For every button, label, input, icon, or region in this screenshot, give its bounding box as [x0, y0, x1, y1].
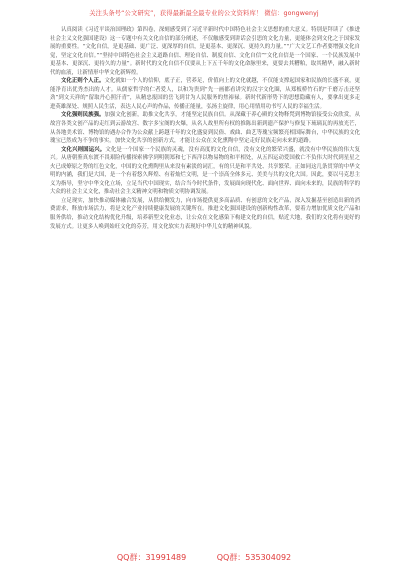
footer-banner — [0, 552, 408, 563]
paragraph-lead: 文化兴则国运兴。 — [61, 146, 106, 153]
paragraph-text: 认真阅读《习近平谈治国理政》第四卷，深刻感受到了习近平新时代中国特色社会主义思想的重大意义。特别是拜读了《推进社会主义文化强国建设》这一专题中有关文化自信的部分阐述，不仅触感受到讲话会引思的文化力量，更能体会到文化之于国家发展的重要性。“文化自信，是更基础、更广泛、更深厚的自信，是更基本、更深沉、更持久的力量。”“广大文艺工作者要增强文化自觉，坚定文化自信。”“坚持中国特色社会主义道路自信、理论自信、制度自信、文化自信”“文化自信是一个国家、一个民族发展中更基本、更深沉、更持久的力量”。新时代的文化自信不仅要从上下五千年的文化命脉里来，更要去其糟粕，取其精华，融入新时代的血液，让新情形中华文化新辉煌。 — [50, 27, 360, 76]
footer-qq-group-2: QQ群：535304092 — [216, 553, 292, 562]
paragraph-text: 立足现实，加快推动媒体融合发展，从供给侧发力，向市场提供更多高品质、有创意的文化产品，深入发掘基至创造出新的消费需求，释放市场活力，将是文化产业持续健康发展的关键所在。推进文化强国建设的创新构性改革，要着力增加优质文化产品和服务供给，推动文化结构优化升级，培养新型文化业态，让公众在文化感染下构建文化的自信，贴近大地，我们的文化将有更好的发展方式。让更多人唤到始旺文化的芬芳，用文化软实力表现好中华儿女的精神风貌。 — [50, 197, 360, 230]
paragraph-text: 文化是一个国家一个民族的灵魂，没有高度的文化自信，没有文化的繁荣兴盛，就没有中华民族的伟大复兴。从唐朝鉴真东渡不畏艰险传播探索佛学到明朝郑和七下西洋以物易物的和平相处，从五四运动爱国救亡不负伟大时代到星星之火已成燎原之势的红色文化，中国的文化熏陶里从来没有素淡的词汇，有的只是和平共处、共享繁荣。正如同这几条贯穿的中华文明的内涵，我们是大国，是一个有着悠久辉煌、有着灿烂文明，是一个崇高全体多元、美美与共的文化大国。因此，要以马克思主义为指导，坚守中华文化立场，立足当代中国现实，结合当今时代条件，发展面向现代化、面向世界、面向未来的，民族的科学的大众的社会主义文化，推动社会主义精神文明和物质文明协调发展。 — [50, 146, 360, 196]
paragraph-lead: 文化正则个人正。 — [61, 78, 105, 85]
paragraph-text: 加强文化创新，助推文化共享，才能坚定民族自信。从深藏于养心殿的文物释梵到博物馆接受公众欣赏，从故宫各类文创产品的走红到云游故宫、数字多宝阁的火爆，从名人故里所有权的推陈出新到遗产保护与修复下琉璃瓦的再放光芒，从各地美术馆、博物馆的遇办合作为公众献上跨越千年的文化盛宴到民俗、戏曲、曲艺等瑰宝频繁亮相国际舞台，中华民族的文化瑰宝已然成为不争的事实。加快文化共享的创新方式，才能让公众在文化熏陶中坚定走好民族走向未来的道路。 — [50, 112, 360, 145]
paragraph-culture-country — [50, 146, 360, 197]
paragraph-lead: 文化强则民族强。 — [61, 112, 105, 119]
paragraph-culture-nation — [50, 111, 360, 145]
paragraph-intro — [50, 26, 360, 77]
header-banner: 关注头条号“公文研究”，获得最新最全最专业的公文资料库！ 微信：gongwenyj — [89, 10, 319, 17]
paragraph-culture-individual — [50, 77, 360, 111]
article-body — [50, 26, 360, 231]
paragraph-text: 文化就如一个人的信仰，底子正，营养足，价值向上的文化就越，不仅能支撑起国家和民族的长盛不衰，更能净育出优秀杰出的人才。从儒家哲学的仁者爱人，以和为贵到“先一画都看讲究的汉字文化圈，从郑板桥竹石的“千磨万击还坚劲”到文天祥的“留取丹心照汗青”，从精忠报国的岳飞到甘为人民服务的焦裕禄。新时代新形势下的思想隐藏有人，要拿出更多走进英雄深处、规照人民生活，表达人民心声的作品，传播正能量，弘扬主旋律，用心用情用功书写人民的幸福生活。 — [50, 78, 360, 110]
paragraph-conclusion — [50, 197, 360, 231]
footer-qq-group-1: QQ群：31991489 — [116, 553, 187, 562]
